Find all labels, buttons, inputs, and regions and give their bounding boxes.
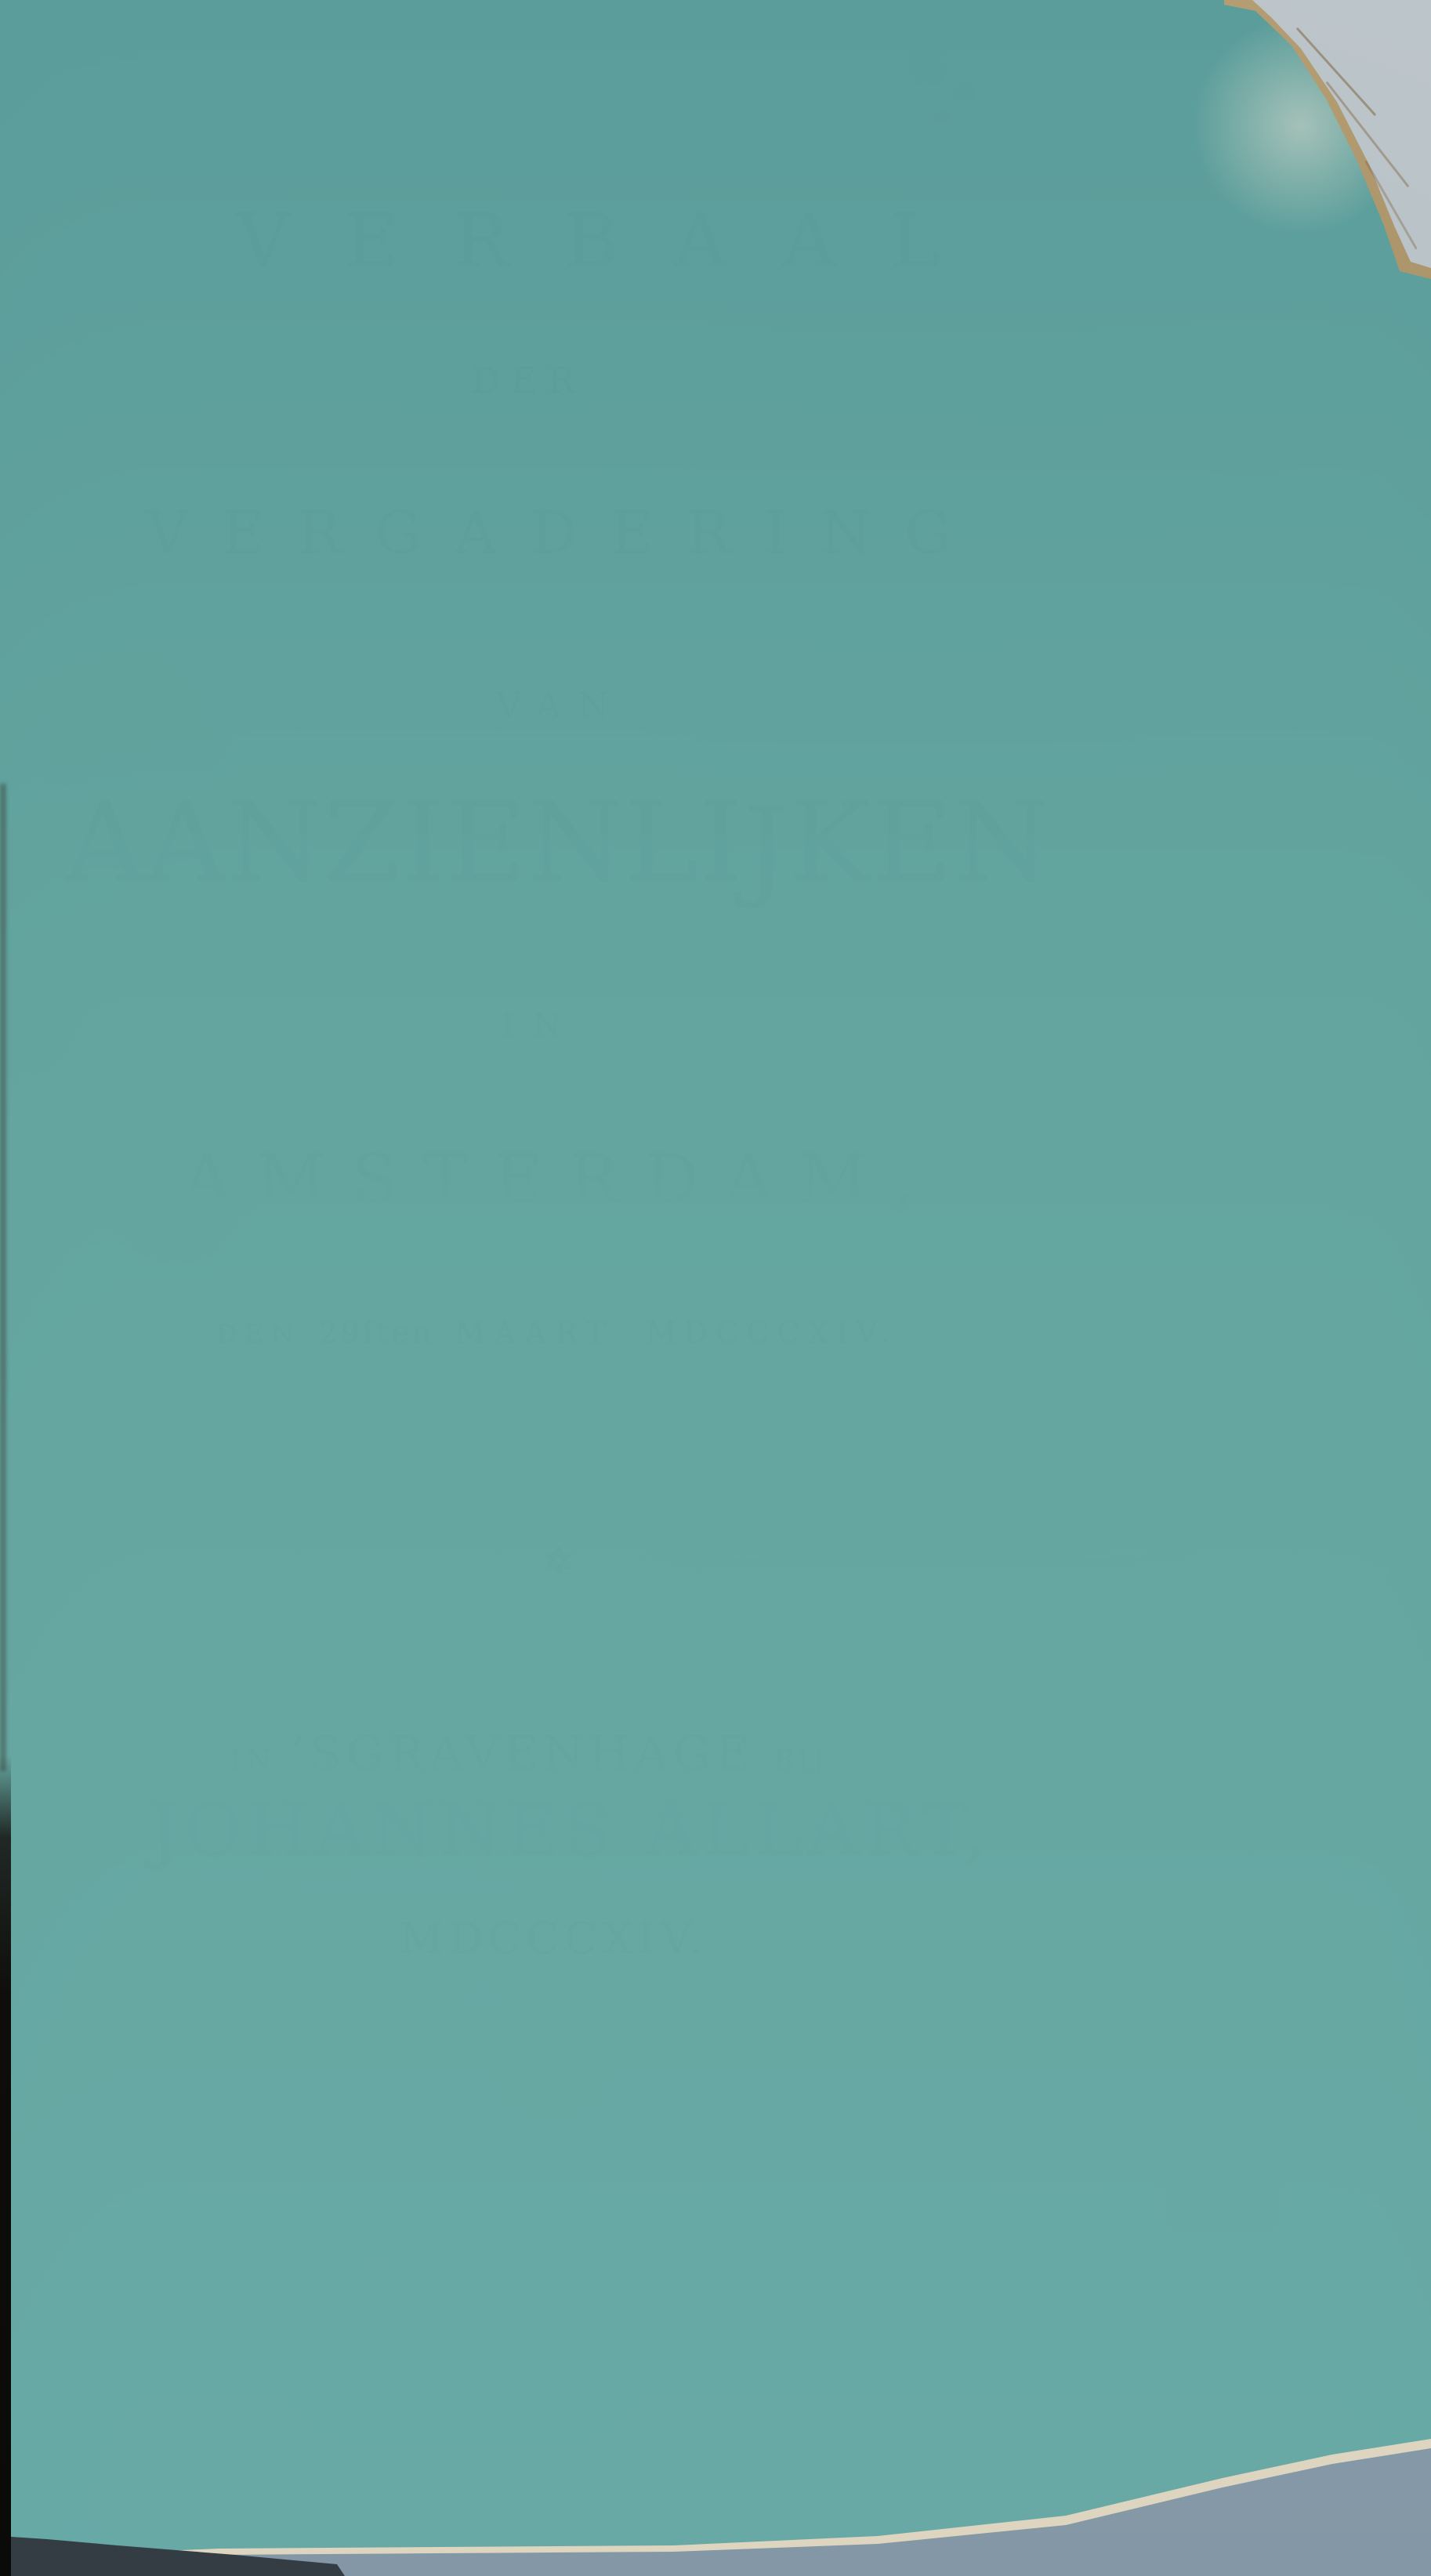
binding-edge	[0, 1755, 11, 2576]
gutter-shadow	[0, 784, 6, 1771]
